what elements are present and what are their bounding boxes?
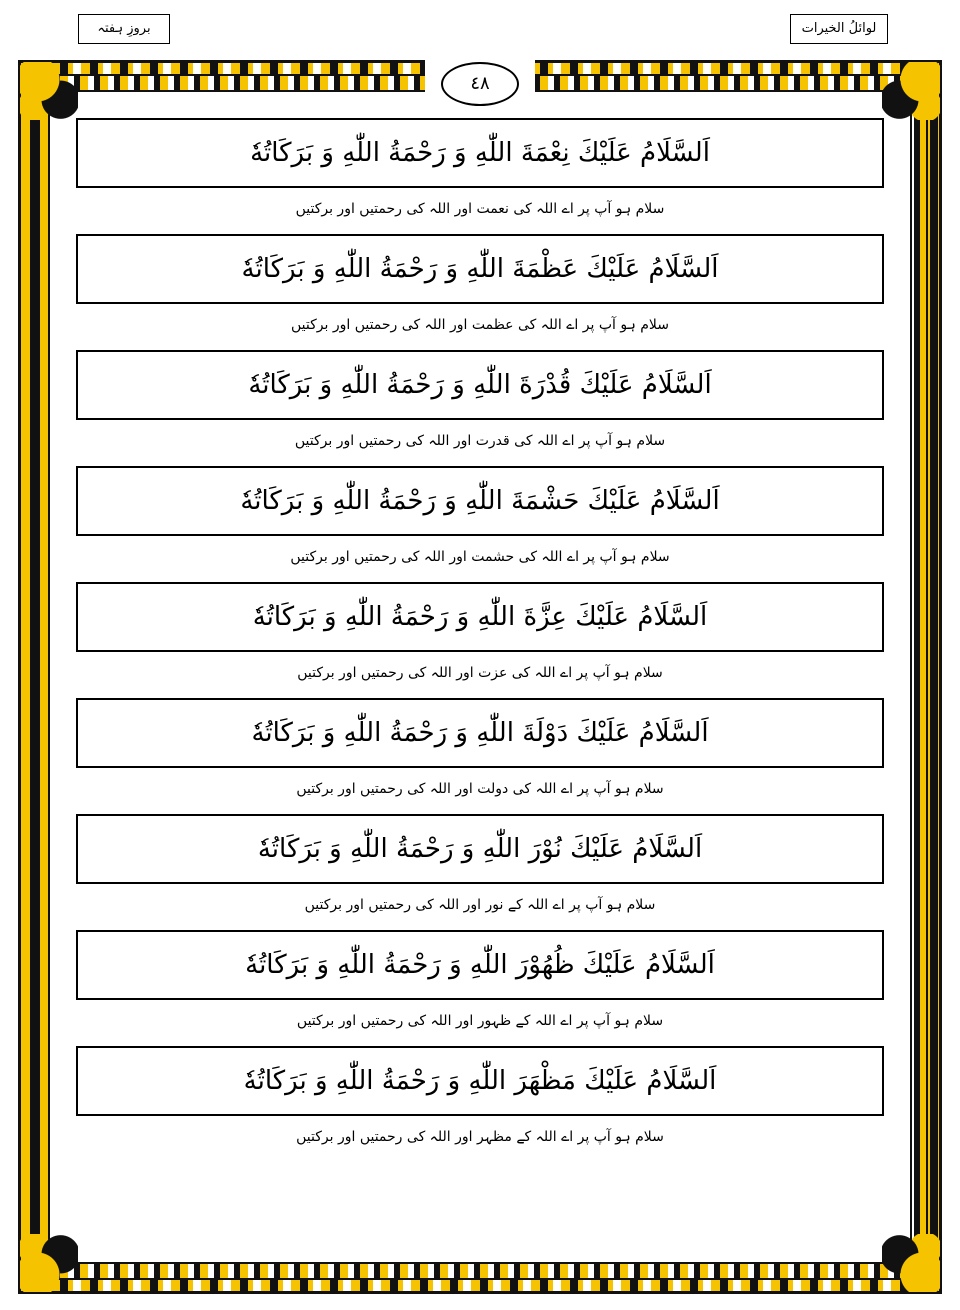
arabic-verse-text: اَلسَّلَامُ عَلَيْكَ عِزَّةَ اللّٰهِ وَ رَحْمَةُ اللّٰهِ وَ بَرَكَاتُهٗ	[252, 602, 708, 632]
urdu-translation-row	[76, 420, 884, 462]
urdu-translation-text: سلام ہو آپ پر اے اللہ کی عظمت اور اللہ کی رحمتیں اور برکتیں	[291, 317, 669, 333]
page-header	[0, 14, 960, 48]
arabic-verse-text: اَلسَّلَامُ عَلَيْكَ عَظْمَةَ اللّٰهِ وَ رَحْمَةُ اللّٰهِ وَ بَرَكَاتُهٗ	[241, 254, 719, 284]
arabic-verse-box	[76, 698, 884, 768]
urdu-translation-row	[76, 884, 884, 926]
urdu-translation-text: سلام ہو آپ پر اے اللہ کی عزت اور اللہ کی رحمتیں اور برکتیں	[297, 665, 663, 681]
arabic-verse-text: اَلسَّلَامُ عَلَيْكَ دَوْلَةَ اللّٰهِ وَ رَحْمَةُ اللّٰهِ وَ بَرَكَاتُهٗ	[251, 718, 709, 748]
urdu-translation-row	[76, 768, 884, 810]
verse-block	[76, 350, 884, 462]
header-day-box: بروزِ ہفتہ	[78, 14, 170, 44]
urdu-translation-text: سلام ہو آپ پر اے اللہ کے ظہور اور اللہ کی رحمتیں اور برکتیں	[296, 1013, 664, 1029]
urdu-translation-row	[76, 304, 884, 346]
verse-block	[76, 118, 884, 230]
arabic-verse-box	[76, 466, 884, 536]
urdu-translation-text: سلام ہو آپ پر اے اللہ کی حشمت اور اللہ کی رحمتیں اور برکتیں	[290, 549, 670, 565]
urdu-translation-row	[76, 1116, 884, 1158]
corner-ornament-icon	[20, 1234, 78, 1292]
urdu-translation-text: سلام ہو آپ پر اے اللہ کی دولت اور اللہ کی رحمتیں اور برکتیں	[296, 781, 664, 797]
arabic-verse-box	[76, 234, 884, 304]
arabic-verse-text: اَلسَّلَامُ عَلَيْكَ نِعْمَةَ اللّٰهِ وَ رَحْمَةُ اللّٰهِ وَ بَرَكَاتُهٗ	[250, 138, 710, 168]
verse-block	[76, 234, 884, 346]
urdu-translation-row	[76, 652, 884, 694]
urdu-translation-text: سلام ہو آپ پر اے اللہ کی نعمت اور اللہ کی رحمتیں اور برکتیں	[295, 201, 665, 217]
arabic-verse-box	[76, 582, 884, 652]
urdu-translation-text: سلام ہو آپ پر اے اللہ کی قدرت اور اللہ کی رحمتیں اور برکتیں	[294, 433, 666, 449]
arabic-verse-box	[76, 814, 884, 884]
urdu-translation-row	[76, 188, 884, 230]
arabic-verse-text: اَلسَّلَامُ عَلَيْكَ قُدْرَةَ اللّٰهِ وَ رَحْمَةُ اللّٰهِ وَ بَرَكَاتُهٗ	[248, 370, 712, 400]
arabic-verse-box	[76, 350, 884, 420]
urdu-translation-text: سلام ہو آپ پر اے اللہ کے نور اور اللہ کی رحمتیں اور برکتیں	[304, 897, 656, 913]
arabic-verse-box	[76, 1046, 884, 1116]
arabic-verse-text: اَلسَّلَامُ عَلَيْكَ مَظْهَرَ اللّٰهِ وَ رَحْمَةُ اللّٰهِ وَ بَرَكَاتُهٗ	[243, 1066, 717, 1096]
arabic-verse-text: اَلسَّلَامُ عَلَيْكَ ظُهُوْرَ اللّٰهِ وَ رَحْمَةُ اللّٰهِ وَ بَرَكَاتُهٗ	[245, 950, 715, 980]
verse-block	[76, 930, 884, 1042]
verse-block	[76, 582, 884, 694]
verse-block	[76, 466, 884, 578]
verse-block	[76, 1046, 884, 1158]
arabic-verse-box	[76, 930, 884, 1000]
corner-ornament-icon	[20, 62, 78, 120]
verse-block	[76, 698, 884, 810]
urdu-translation-row	[76, 536, 884, 578]
page-number: ٤٨	[441, 62, 519, 106]
arabic-verse-text: اَلسَّلَامُ عَلَيْكَ حَشْمَةَ اللّٰهِ وَ رَحْمَةُ اللّٰهِ وَ بَرَكَاتُهٗ	[240, 486, 720, 516]
urdu-translation-text: سلام ہو آپ پر اے اللہ کے مظہر اور اللہ کی رحمتیں اور برکتیں	[296, 1129, 664, 1145]
urdu-translation-row	[76, 1000, 884, 1042]
header-title-box: لوائلُ الخیرات	[790, 14, 888, 44]
verse-list	[76, 118, 884, 1258]
corner-ornament-icon	[882, 62, 940, 120]
arabic-verse-text: اَلسَّلَامُ عَلَيْكَ نُوْرَ اللّٰهِ وَ رَحْمَةُ اللّٰهِ وَ بَرَكَاتُهٗ	[257, 834, 703, 864]
verse-block	[76, 814, 884, 926]
corner-ornament-icon	[882, 1234, 940, 1292]
arabic-verse-box	[76, 118, 884, 188]
